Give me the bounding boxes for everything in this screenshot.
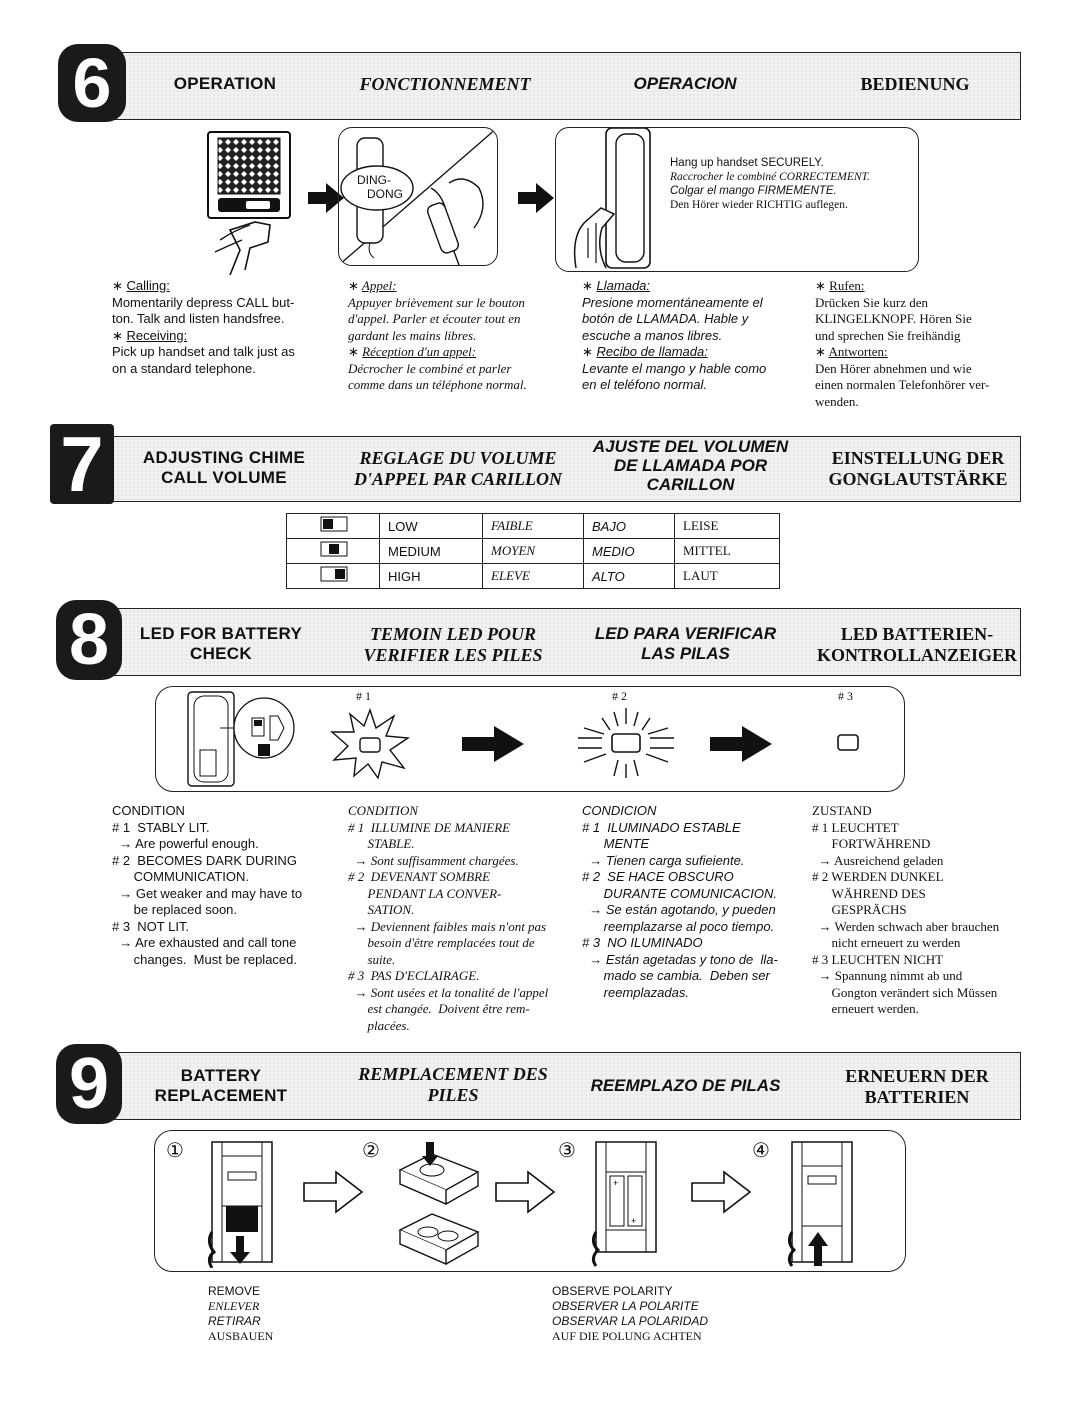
volume-low-fr: FAIBLE [483,514,584,539]
section-7-title-en: ADJUSTING CHIME CALL VOLUME [142,448,306,487]
calling-text-de: Drücken Sie kurz den KLINGELKNOPF. Hören Sie und sprechen Sie freihändig [815,294,972,343]
step-2-label: ② [362,1140,380,1162]
led-stably-lit-icon [328,708,412,780]
section-8-title-fr: TEMOIN LED POUR VERIFIER LES PILES [363,624,543,665]
remove-fr: ENLEVER [208,1299,260,1313]
led-label-3: # 3 [838,689,853,703]
arrow-right-icon [518,183,554,213]
receiving-text-en: Pick up handset and talk just as on a standard telephone. [112,344,295,376]
receiving-text-fr: Décrocher le combiné et parler comme dans un téléphone normal. [348,360,527,392]
volume-switch-low [287,514,380,539]
s6-column-es: ∗ Llamada: Presione momentáneamente el botón de LLAMADA. Hable y escuche a manos libres. ∗ Recibo de llamada: Levante el mango y hable como en el teléfono normal. [582,278,802,394]
section-9-title-en: BATTERY REPLACEMENT [154,1066,288,1105]
step-4-label: ④ [752,1140,770,1162]
volume-switch-high [287,564,380,589]
outline-arrow-right-icon [302,1170,364,1214]
table-row [287,539,780,564]
svg-text:+: + [631,1216,637,1226]
step-3-label: ③ [558,1140,576,1162]
s8-condition-fr: CONDITION # 1 ILLUMINE DE MANIERE STABLE. → Sont suffisamment chargées. # 2 DEVENANT SOMBRE PENDANT LA CONVER- SATION. → Deviennent faibles mais n'ont pas besoin d'être remplacées tout de suite. # 3 PAS D'ECLAIRAGE. → Sont usées et la tonalité de l'appel est changée. Doivent être rem- placées. [348,803,549,1033]
switch-low-icon [295,516,355,532]
section-6-title-fr: FONCTIONNEMENT [359,74,531,94]
volume-low-en: LOW [380,514,483,539]
section-6-number: 6 [58,44,126,122]
receiving-title-en: Receiving: [126,327,188,343]
receiving-title-es: Recibo de llamada: [596,344,708,359]
section-6-title-en: OPERATION [173,74,277,93]
section-9-title-de: ERNEUERN DER BATTERIEN [845,1066,989,1107]
hang-up-en: Hang up handset SECURELY. [670,157,824,169]
section-8-number: 8 [56,600,122,680]
arrow-right-icon [710,726,772,762]
volume-high-fr: ELEVE [483,564,584,589]
hang-up-instructions [670,156,870,212]
volume-low-de: LEISE [675,514,780,539]
outline-arrow-right-icon [494,1170,556,1214]
handset-hang-up-illustration [566,128,666,271]
polarity-de: AUF DIE POLUNG ACHTEN [552,1329,702,1343]
arrow-right-icon [462,726,524,762]
led-dimming-icon [574,704,678,782]
switch-high-icon [295,566,355,582]
volume-medium-de: MITTEL [675,539,780,564]
calling-title-fr: Appel: [361,278,397,293]
calling-text-fr: Appuyer brièvement sur le bouton d'appel. Parler et écouter tout en gardant les mains libres. [348,294,525,343]
volume-medium-en: MEDIUM [380,539,483,564]
calling-title-es: Llamada: [596,278,651,293]
s8-condition-de: ZUSTAND # 1 LEUCHTET FORTWÄHREND → Ausreichend geladen # 2 WERDEN DUNKEL WÄHREND DES GESPRÄCHS → Werden schwach aber brauchen nicht erneuert zu werden # 3 LEUCHTEN NICHT → Spannung nimmt ab und Gongton verändert sich Müssen erneuert werden. [812,803,1000,1016]
volume-low-es: BAJO [584,514,675,539]
led-label-1: # 1 [356,689,371,703]
section-9-number: 9 [56,1044,122,1124]
chime-illustration [338,127,498,266]
section-8-title-es: LED PARA VERIFICAR LAS PILAS [594,624,777,663]
volume-switch-medium [287,539,380,564]
remove-caption [208,1284,273,1344]
remove-en: REMOVE [208,1284,261,1298]
volume-high-en: HIGH [380,564,483,589]
step-3-polarity-illustration [582,1132,672,1268]
s8-condition-es: CONDICION # 1 ILUMINADO ESTABLE MENTE → Tienen carga sufieiente. # 2 SE HACE OBSCURO DURANTE COMUNICACION. → Se están agotando, y pueden reemplazarse al poco tiempo. # 3 NO ILUMINADO → Están agetadas y tono de lla- mado se cambia. Deben ser reemplazadas. [582,803,778,1000]
polarity-fr: OBSERVER LA POLARITE [552,1299,699,1313]
step-4-replace-illustration [778,1132,868,1268]
step-1-remove-illustration [198,1132,298,1268]
dong-text: DONG [367,187,403,201]
step-2-battery-insert-illustration [392,1140,486,1266]
section-8-title-de: LED BATTERIEN- KONTROLLANZEIGER [816,624,1018,665]
section-7-title-fr: REGLAGE DU VOLUME D'APPEL PAR CARILLON [353,448,562,489]
section-7-title-de: EINSTELLUNG DER GONGLAUTSTÄRKE [828,448,1008,489]
section-6-title-es: OPERACION [633,74,737,93]
remove-de: AUSBAUEN [208,1329,274,1343]
calling-text-es: Presione momentáneamente el botón de LLAMADA. Hable y escuche a manos libres. [582,294,763,343]
volume-high-es: ALTO [584,564,675,589]
section-6-title-de: BEDIENUNG [860,74,970,94]
section-8-title-en: LED FOR BATTERY CHECK [139,624,303,663]
led-not-lit-icon [836,733,862,753]
section-7-number: 7 [50,424,114,504]
door-station-illustration [200,130,310,275]
remove-es: RETIRAR [208,1314,261,1328]
switch-medium-icon [295,541,355,557]
hang-up-de: Den Hörer wieder RICHTIG auflegen. [670,199,848,211]
section-7-title-es: AJUSTE DEL VOLUMEN DE LLAMADA POR CARILLON [592,437,789,495]
s6-column-de: ∗ Rufen: Drücken Sie kurz den KLINGELKNOPF. Hören Sie und sprechen Sie freihändig ∗ Antworten: Den Hörer abnehmen und wie einen normalen Telefonhörer ver- wenden. [815,278,1030,410]
calling-title-de: Rufen: [829,278,865,293]
ding-text: DING- [357,173,391,187]
s8-condition-en: CONDITION # 1 STABLY LIT. → Are powerful enough. # 2 BECOMES DARK DURING COMMUNICATION. → Get weaker and may have to be replaced soon. # 3 NOT LIT. → Are exhausted and call tone changes. Must be replaced. [112,803,303,967]
volume-medium-fr: MOYEN [483,539,584,564]
receiving-title-de: Antworten: [828,344,888,359]
chime-volume-table [286,513,780,589]
section-9-title-fr: REMPLACEMENT DES PILES [358,1064,548,1105]
handset-led-illustration [180,690,310,788]
receiving-text-de: Den Hörer abnehmen und wie einen normalen Telefonhörer ver- wenden. [815,360,990,409]
step-1-label: ① [166,1140,184,1162]
outline-arrow-right-icon [690,1170,752,1214]
table-row [287,514,780,539]
led-label-2: # 2 [612,689,627,703]
table-row [287,564,780,589]
polarity-es: OBSERVAR LA POLARIDAD [552,1314,709,1328]
receiving-title-fr: Réception d'un appel: [362,344,477,359]
polarity-en: OBSERVE POLARITY [552,1284,673,1298]
s6-column-en: ∗ Calling: Momentarily depress CALL but- ton. Talk and listen handsfree. ∗ Receiving: Pick up handset and talk just as on a standard telephone. [112,278,332,377]
volume-medium-es: MEDIO [584,539,675,564]
hang-up-fr: Raccrocher le combiné CORRECTEMENT. [670,171,870,183]
s6-column-fr: ∗ Appel: Appuyer brièvement sur le bouton d'appel. Parler et écouter tout en gardant les mains libres. ∗ Réception d'un appel: Décrocher le combiné et parler comme dans un téléphone normal. [348,278,573,394]
volume-high-de: LAUT [675,564,780,589]
calling-title-en: Calling: [126,278,170,293]
calling-text-en: Momentarily depress CALL but- ton. Talk and listen handsfree. [112,294,295,326]
receiving-text-es: Levante el mango y hable como en el teléfono normal. [582,360,767,392]
svg-text:+: + [613,1178,619,1188]
hang-up-es: Colgar el mango FIRMEMENTE. [670,185,837,197]
polarity-caption [552,1284,708,1344]
section-9-title-es: REEMPLAZO DE PILAS [590,1076,781,1095]
